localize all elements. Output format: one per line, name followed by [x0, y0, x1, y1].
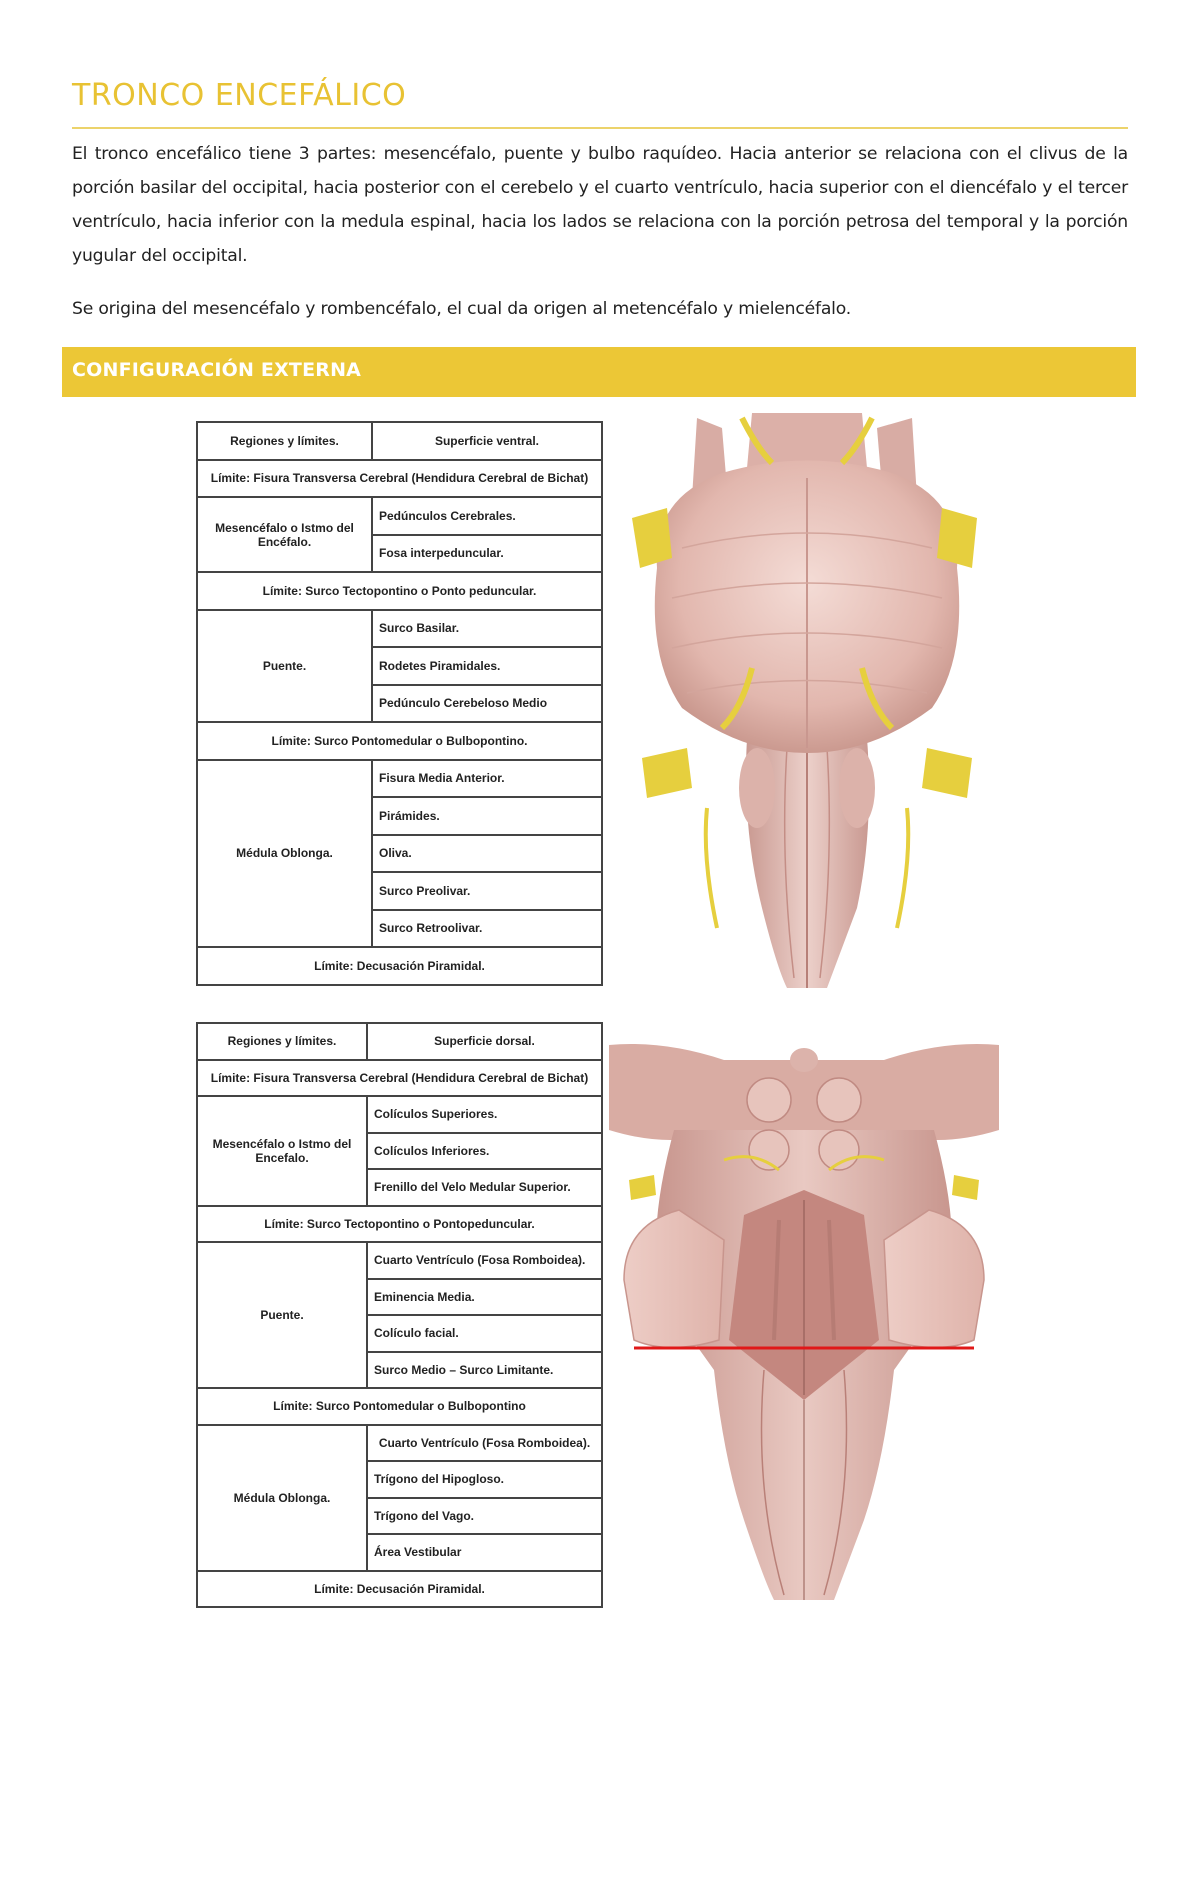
- structure-cell: Pedúnculos Cerebrales.: [372, 497, 602, 535]
- structure-cell: Rodetes Piramidales.: [372, 647, 602, 685]
- structure-cell: Área Vestibular: [367, 1534, 602, 1571]
- region-cell: Mesencéfalo o Istmo del Encéfalo.: [197, 497, 372, 572]
- limit-row: Límite: Fisura Transversa Cerebral (Hendidura Cerebral de Bichat): [197, 1060, 602, 1097]
- region-cell: Mesencéfalo o Istmo del Encefalo.: [197, 1096, 367, 1206]
- header-surface: Superficie ventral.: [372, 422, 602, 460]
- structure-cell: Pedúnculo Cerebeloso Medio: [372, 685, 602, 723]
- structure-cell: Fosa interpeduncular.: [372, 535, 602, 573]
- region-cell: Médula Oblonga.: [197, 760, 372, 948]
- header-surface: Superficie dorsal.: [367, 1023, 602, 1060]
- ventral-surface-table: [196, 421, 603, 986]
- limit-row: Límite: Surco Tectopontino o Pontopeduncular.: [197, 1206, 602, 1243]
- section-heading: CONFIGURACIÓN EXTERNA: [72, 359, 362, 381]
- structure-cell: Cuarto Ventrículo (Fosa Romboidea).: [367, 1242, 602, 1279]
- structure-cell: Oliva.: [372, 835, 602, 873]
- structure-cell: Fisura Media Anterior.: [372, 760, 602, 798]
- brainstem-dorsal-illustration: [604, 1040, 1004, 1605]
- structure-cell: Trígono del Vago.: [367, 1498, 602, 1535]
- structure-cell: Surco Preolivar.: [372, 872, 602, 910]
- page-title: TRONCO ENCEFÁLICO: [72, 78, 407, 113]
- header-regions: Regiones y límites.: [197, 422, 372, 460]
- origin-paragraph: Se origina del mesencéfalo y rombencéfalo, el cual da origen al metencéfalo y mielencéfalo.: [72, 299, 852, 319]
- limit-row: Límite: Surco Tectopontino o Ponto peduncular.: [197, 572, 602, 610]
- structure-cell: Eminencia Media.: [367, 1279, 602, 1316]
- limit-row: Límite: Decusación Piramidal.: [197, 947, 602, 985]
- structure-cell: Colículos Inferiores.: [367, 1133, 602, 1170]
- intro-paragraph: El tronco encefálico tiene 3 partes: mesencéfalo, puente y bulbo raquídeo. Hacia anterior se relaciona con el clivus de la porción basilar del occipital, hacia posterior con el cerebelo y el cuarto ventrículo, hacia superior con el diencéfalo y el tercer ventrículo, hacia inferior con la medula espinal, hacia los lados se relaciona con la porción petrosa del temporal y la porción yugular del occipital.: [72, 144, 1128, 266]
- limit-row: Límite: Fisura Transversa Cerebral (Hendidura Cerebral de Bichat): [197, 460, 602, 498]
- structure-cell: Trígono del Hipogloso.: [367, 1461, 602, 1498]
- brainstem-ventral-illustration: [612, 408, 1002, 993]
- region-cell: Puente.: [197, 610, 372, 723]
- dorsal-surface-table: [196, 1022, 603, 1608]
- structure-cell: Surco Basilar.: [372, 610, 602, 648]
- table-header-row: [197, 1023, 602, 1060]
- header-regions: Regiones y límites.: [197, 1023, 367, 1060]
- structure-cell: Surco Medio – Surco Limitante.: [367, 1352, 602, 1389]
- structure-cell: Surco Retroolivar.: [372, 910, 602, 948]
- structure-cell: Colículos Superiores.: [367, 1096, 602, 1133]
- structure-cell: Cuarto Ventrículo (Fosa Romboidea).: [367, 1425, 602, 1462]
- structure-cell: Pirámides.: [372, 797, 602, 835]
- limit-row: Límite: Surco Pontomedular o Bulbopontino.: [197, 722, 602, 760]
- region-cell: Médula Oblonga.: [197, 1425, 367, 1571]
- limit-row: Límite: Surco Pontomedular o Bulbopontino: [197, 1388, 602, 1425]
- title-divider: [72, 127, 1128, 129]
- structure-cell: Frenillo del Velo Medular Superior.: [367, 1169, 602, 1206]
- limit-row: Límite: Decusación Piramidal.: [197, 1571, 602, 1608]
- region-cell: Puente.: [197, 1242, 367, 1388]
- section-heading-band: [62, 347, 1136, 397]
- structure-cell: Colículo facial.: [367, 1315, 602, 1352]
- table-header-row: [197, 422, 602, 460]
